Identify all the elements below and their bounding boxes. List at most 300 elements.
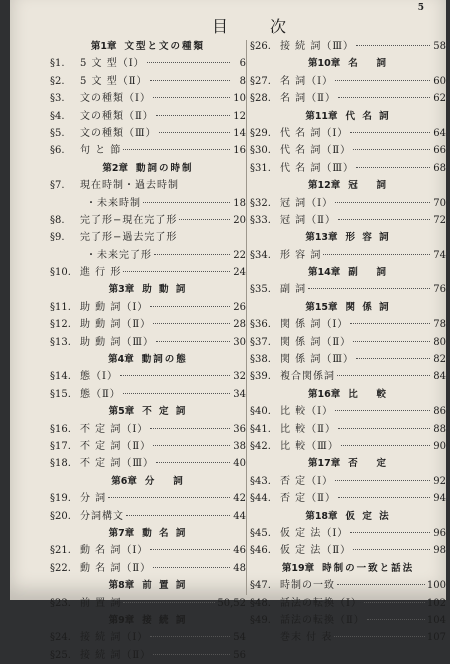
dot-leader (154, 254, 230, 255)
column-divider (246, 40, 247, 595)
dot-leader (179, 219, 230, 220)
dot-leader (367, 619, 425, 620)
section-title: 不 定 詞（Ⅲ） (80, 458, 155, 470)
section-title: 仮 定 法（Ⅱ） (280, 545, 352, 557)
section-title: 副 詞 (280, 284, 307, 296)
chapter-name: 文型と文の種類 (124, 41, 206, 52)
page-ref: 94 (433, 493, 446, 505)
section-title: 句 と 節 (80, 145, 122, 157)
chapter-heading (250, 386, 446, 403)
section-number: §23. (50, 597, 71, 609)
section-number: §8. (50, 214, 65, 226)
section-title: ・未来時制 (86, 197, 141, 209)
dot-leader (335, 480, 430, 481)
page-ref: 82 (433, 354, 446, 366)
dot-leader (308, 288, 430, 289)
page-ref: 68 (433, 162, 446, 174)
toc-entry[interactable] (250, 473, 446, 490)
page-ref: 100 (426, 580, 446, 592)
chapter-heading (250, 508, 446, 525)
section-number: §31. (250, 162, 271, 174)
page-ref: 32 (233, 371, 246, 383)
dot-leader (108, 497, 230, 498)
chapter-label: 第10章 (307, 58, 341, 70)
page-ref: 78 (433, 319, 446, 331)
page-ref: 34 (233, 388, 246, 400)
section-title: 冠 詞（Ⅰ） (280, 197, 334, 209)
section-title: 5 文 型（Ⅱ） (80, 75, 148, 87)
chapter-label: 第3章 (108, 284, 135, 296)
chapter-heading (50, 577, 246, 594)
section-title: 巻末 付 表 (280, 632, 333, 644)
dot-leader (334, 636, 425, 637)
chapter-name: 形 容 詞 (345, 232, 391, 244)
section-number: §37. (250, 336, 271, 348)
page-ref: 88 (433, 423, 446, 435)
section-title: 態（Ⅱ） (80, 388, 121, 400)
section-number: §22. (50, 562, 71, 574)
section-title: 関 係 詞（Ⅲ） (280, 354, 355, 366)
chapter-name: 代 名 詞 (345, 110, 391, 122)
chapter-label: 第17章 (307, 458, 341, 470)
dot-leader (364, 602, 425, 603)
dot-leader (153, 567, 230, 568)
page-ref: 84 (433, 371, 446, 383)
dot-leader (153, 445, 230, 446)
section-number: §34. (250, 249, 271, 261)
section-title: 完了形−過去完了形 (80, 232, 178, 244)
section-title: 態（Ⅰ） (80, 371, 118, 383)
dot-leader (338, 219, 430, 220)
section-title: 前 置 詞 (80, 597, 122, 609)
page-ref: 14 (233, 127, 246, 139)
toc-entry[interactable] (250, 334, 446, 351)
section-title: 仮 定 法（Ⅰ） (280, 527, 349, 539)
section-title: 比 較（Ⅰ） (280, 406, 334, 418)
section-number: §18. (50, 458, 71, 470)
dot-leader (123, 602, 215, 603)
section-title: 助 動 詞（Ⅲ） (80, 336, 155, 348)
chapter-name: 名 詞 (348, 58, 389, 70)
page-ref: 50,52 (217, 597, 246, 609)
toc-entry[interactable] (250, 490, 446, 507)
page-ref: 107 (426, 632, 446, 644)
toc-entry[interactable] (50, 125, 246, 142)
toc-entry[interactable] (250, 73, 446, 90)
section-number: §49. (250, 614, 271, 626)
chapter-label: 第2章 (102, 162, 129, 174)
chapter-heading (50, 38, 246, 55)
section-title: 否 定（Ⅱ） (280, 493, 336, 505)
page-ref: 92 (433, 475, 446, 487)
page-ref: 12 (233, 110, 246, 122)
page-ref: 24 (233, 267, 246, 279)
chapter-heading (250, 264, 446, 281)
chapter-heading (50, 160, 246, 177)
dot-leader (156, 341, 230, 342)
section-number: §44. (250, 493, 271, 505)
toc-entry[interactable] (50, 90, 246, 107)
page-ref: 48 (233, 562, 246, 574)
page-ref: 66 (433, 145, 446, 157)
section-number: §45. (250, 527, 271, 539)
chapter-heading (250, 55, 446, 72)
dot-leader (356, 45, 430, 46)
page-ref: 80 (433, 336, 446, 348)
section-title: 接 続 詞（Ⅱ） (80, 649, 152, 661)
dot-leader (150, 80, 230, 81)
page-ref: 26 (233, 301, 246, 313)
page-ref: 70 (433, 197, 446, 209)
chapter-heading (50, 351, 246, 368)
toc-entry[interactable] (250, 368, 446, 385)
page-ref: 58 (433, 41, 446, 52)
page-ref: 46 (233, 545, 246, 557)
section-title: 比 較（Ⅲ） (280, 440, 339, 452)
page-number: 5 (417, 3, 424, 13)
section-number: §43. (250, 475, 271, 487)
page-ref: 16 (233, 145, 246, 157)
dot-leader (153, 97, 230, 98)
section-number: §13. (50, 336, 71, 348)
section-title: 話法の転換（Ⅰ） (280, 597, 362, 609)
toc-entry[interactable] (250, 542, 446, 559)
section-number: §29. (250, 127, 271, 139)
section-number: §9. (50, 232, 65, 244)
page-ref: 102 (426, 597, 446, 609)
dot-leader (323, 254, 430, 255)
section-number: §4. (50, 110, 65, 122)
toc-left-column (50, 38, 246, 664)
chapter-label: 第12章 (307, 180, 341, 192)
chapter-label: 第13章 (305, 232, 338, 244)
section-number: §14. (50, 371, 71, 383)
toc-entry[interactable] (250, 247, 446, 264)
section-number: §33. (250, 214, 271, 226)
chapter-name: 助 動 詞 (142, 284, 188, 296)
dot-leader (341, 445, 430, 446)
section-title: 進 行 形 (80, 267, 122, 279)
page-ref: 54 (233, 632, 246, 644)
chapter-heading (50, 281, 246, 298)
section-title: 分詞構文 (80, 510, 124, 522)
chapter-heading (250, 108, 446, 125)
page-ref: 36 (233, 423, 246, 435)
book-page (10, 0, 446, 661)
toc-entry[interactable] (250, 612, 446, 629)
dot-leader (153, 654, 230, 655)
section-title: ・未来完了形 (86, 249, 152, 261)
section-number: §16. (50, 423, 71, 435)
section-title: 分 詞 (80, 493, 107, 505)
toc-entry[interactable] (50, 368, 246, 385)
section-number: §17. (50, 440, 71, 452)
toc-entry[interactable] (50, 647, 246, 664)
section-title: 代 名 詞（Ⅰ） (280, 127, 349, 139)
page-ref: 42 (233, 493, 246, 505)
page-ref: 96 (433, 527, 446, 539)
chapter-label: 第11章 (305, 110, 338, 122)
section-title: 助 動 詞（Ⅰ） (80, 301, 149, 313)
chapter-heading (50, 473, 246, 490)
toc-entry[interactable] (250, 38, 446, 55)
section-title: 冠 詞（Ⅱ） (280, 214, 336, 226)
toc-entry[interactable] (250, 160, 446, 177)
toc-entry[interactable] (50, 595, 246, 612)
section-title: 名 詞（Ⅰ） (280, 75, 334, 87)
chapter-label: 第16章 (307, 388, 341, 400)
dot-leader (338, 497, 430, 498)
dot-leader (335, 80, 430, 81)
dot-leader (150, 428, 230, 429)
dot-leader (120, 375, 230, 376)
chapter-label: 第4章 (108, 354, 134, 366)
page-ref: 10 (233, 93, 246, 105)
dot-leader (353, 341, 430, 342)
toc-entry[interactable] (250, 281, 446, 298)
section-title: 関 係 詞（Ⅰ） (280, 319, 349, 331)
section-number: §10. (50, 267, 71, 279)
dot-leader (147, 62, 230, 63)
section-number: §2. (50, 75, 65, 87)
section-number: §35. (250, 284, 271, 296)
toc-entry-continuation[interactable] (50, 195, 246, 212)
section-title: 文の種類（Ⅱ） (80, 110, 154, 122)
chapter-label: 第18章 (305, 510, 338, 522)
dot-leader (123, 271, 230, 272)
page-ref: 90 (433, 440, 446, 452)
page-ref: 6 (239, 58, 246, 70)
page-ref: 20 (233, 214, 246, 226)
dot-leader (150, 636, 230, 637)
toc-entry[interactable] (50, 629, 246, 646)
section-title: 名 詞（Ⅱ） (280, 93, 336, 105)
page-ref: 72 (433, 214, 446, 226)
dot-leader (353, 149, 430, 150)
section-title: 不 定 詞（Ⅱ） (80, 440, 152, 452)
page-ref: 28 (233, 319, 246, 331)
chapter-heading (50, 525, 246, 542)
section-number: §47. (250, 580, 271, 592)
toc-entry[interactable] (50, 542, 246, 559)
chapter-name: 比 較 (348, 388, 389, 400)
chapter-label: 第19章 (281, 562, 315, 574)
dot-leader (350, 323, 430, 324)
dot-leader (150, 549, 230, 550)
chapter-name: 否 定 (348, 458, 389, 470)
dot-leader (159, 132, 230, 133)
toc-entry[interactable] (50, 560, 246, 577)
section-title: 5 文 型（Ⅰ） (80, 58, 145, 70)
chapter-label: 第15章 (305, 301, 338, 313)
section-number: §48. (250, 597, 271, 609)
dot-leader (150, 306, 230, 307)
toc-entry[interactable] (250, 142, 446, 159)
section-title: 完了形−現在完了形 (80, 214, 178, 226)
section-title: 助 動 詞（Ⅱ） (80, 319, 152, 331)
section-title: 文の種類（Ⅰ） (80, 93, 151, 105)
toc-entry[interactable] (250, 438, 446, 455)
section-title: 文の種類（Ⅲ） (80, 127, 157, 139)
section-number: §3. (50, 93, 65, 105)
section-title: 代 名 詞（Ⅲ） (280, 162, 355, 174)
page-ref: 38 (233, 440, 246, 452)
section-title: 否 定（Ⅰ） (280, 475, 334, 487)
toc-entry[interactable] (250, 525, 446, 542)
section-title: 比 較（Ⅱ） (280, 423, 336, 435)
page-ref: 44 (233, 510, 246, 522)
section-title: 関 係 詞（Ⅱ） (280, 336, 352, 348)
toc-entry[interactable] (250, 90, 446, 107)
dot-leader (123, 393, 230, 394)
section-number: §19. (50, 493, 71, 505)
toc-entry[interactable] (50, 142, 246, 159)
chapter-name: 仮 定 法 (345, 510, 391, 522)
dot-leader (337, 375, 430, 376)
dot-leader (338, 428, 430, 429)
section-title: 現在時制・過去時制 (80, 180, 179, 192)
dot-leader (353, 549, 430, 550)
chapter-label: 第14章 (307, 267, 341, 279)
chapter-name: 冠 詞 (348, 180, 389, 192)
dot-leader (156, 462, 230, 463)
section-number: §21. (50, 545, 71, 557)
toc-entry[interactable] (50, 386, 246, 403)
section-number: §39. (250, 371, 271, 383)
toc-entry[interactable] (250, 595, 446, 612)
toc-entry[interactable] (250, 195, 446, 212)
chapter-name: 動詞の態 (141, 354, 188, 366)
page-ref: 22 (233, 249, 246, 261)
toc-entry[interactable] (50, 334, 246, 351)
dot-leader (126, 515, 230, 516)
section-title: 複合関係詞 (280, 371, 335, 383)
chapter-heading (250, 299, 446, 316)
section-number: §6. (50, 145, 65, 157)
dot-leader (350, 532, 430, 533)
toc-entry[interactable] (250, 316, 446, 333)
toc-entry[interactable] (50, 264, 246, 281)
section-title: 動 名 詞（Ⅰ） (80, 545, 149, 557)
page-ref: 74 (433, 249, 446, 261)
page-ref: 18 (233, 197, 246, 209)
section-number: §24. (50, 632, 71, 644)
page-ref: 104 (426, 614, 446, 626)
toc-entry[interactable] (250, 577, 446, 594)
section-number: §25. (50, 649, 71, 661)
section-number: §26. (250, 41, 271, 52)
toc-entry[interactable] (50, 212, 246, 229)
dot-leader (156, 115, 230, 116)
page-ref: 30 (233, 336, 246, 348)
page-ref: 56 (233, 649, 246, 661)
dot-leader (153, 323, 230, 324)
toc-entry[interactable] (50, 455, 246, 472)
section-number: §42. (250, 440, 271, 452)
chapter-name: 関 係 詞 (345, 301, 391, 313)
chapter-heading (50, 612, 246, 629)
toc-entry[interactable] (50, 108, 246, 125)
toc-entry[interactable] (250, 351, 446, 368)
page-ref: 86 (433, 406, 446, 418)
dot-leader (338, 97, 430, 98)
section-title: 形 容 詞 (280, 249, 322, 261)
section-title: 話法の転換（Ⅱ） (280, 614, 365, 626)
toc-entry[interactable] (50, 421, 246, 438)
dot-leader (356, 167, 430, 168)
chapter-name: 接 続 詞 (142, 614, 188, 626)
section-number: §40. (250, 406, 271, 418)
toc-entry[interactable] (250, 125, 446, 142)
toc-entry[interactable] (50, 316, 246, 333)
toc-entry[interactable] (50, 438, 246, 455)
dot-leader (335, 410, 430, 411)
dot-leader (337, 584, 425, 585)
dot-leader (350, 132, 430, 133)
section-number: §12. (50, 319, 71, 331)
toc-entry[interactable] (50, 73, 246, 90)
section-title: 代 名 詞（Ⅱ） (280, 145, 352, 157)
section-title: 接 続 詞（Ⅲ） (280, 41, 355, 52)
toc-entry[interactable] (50, 299, 246, 316)
chapter-label: 第7章 (108, 527, 135, 539)
section-number: §46. (250, 545, 271, 557)
chapter-name: 前 置 詞 (142, 580, 188, 592)
section-number: §38. (250, 354, 271, 366)
chapter-name: 時制の一致と話法 (322, 562, 415, 574)
dot-leader (123, 149, 230, 150)
section-number: §5. (50, 127, 65, 139)
page-ref: 8 (239, 75, 246, 87)
section-number: §32. (250, 197, 271, 209)
page-ref: 62 (433, 93, 446, 105)
dot-leader (356, 358, 430, 359)
chapter-heading (250, 455, 446, 472)
section-number: §28. (250, 93, 271, 105)
toc-entry[interactable] (50, 490, 246, 507)
section-number: §7. (50, 180, 65, 192)
toc-entry[interactable] (50, 177, 246, 194)
toc-entry[interactable] (50, 55, 246, 72)
dot-leader (335, 202, 430, 203)
section-title: 接 続 詞（Ⅰ） (80, 632, 149, 644)
section-number: §15. (50, 388, 71, 400)
toc-title-char-1: 目 (212, 17, 229, 36)
toc-entry[interactable] (50, 508, 246, 525)
page-ref: 64 (433, 127, 446, 139)
chapter-heading (250, 229, 446, 246)
chapter-heading (50, 403, 246, 420)
chapter-name: 動詞の時制 (136, 162, 194, 174)
toc-entry[interactable] (250, 403, 446, 420)
section-number: §30. (250, 145, 271, 157)
section-number: §11. (50, 301, 71, 313)
toc-entry[interactable] (250, 212, 446, 229)
chapter-name: 不 定 詞 (142, 406, 188, 418)
toc-entry[interactable] (250, 629, 446, 646)
toc-entry[interactable] (50, 229, 246, 246)
toc-entry[interactable] (250, 421, 446, 438)
chapter-label: 第5章 (108, 406, 135, 418)
section-title: 不 定 詞（Ⅰ） (80, 423, 149, 435)
section-title: 動 名 詞（Ⅱ） (80, 562, 152, 574)
toc-entry-continuation[interactable] (50, 247, 246, 264)
toc-right-column (250, 38, 446, 647)
section-number: §41. (250, 423, 271, 435)
chapter-label: 第8章 (108, 580, 135, 592)
chapter-name: 動 名 詞 (142, 527, 188, 539)
chapter-name: 分 詞 (144, 475, 185, 487)
